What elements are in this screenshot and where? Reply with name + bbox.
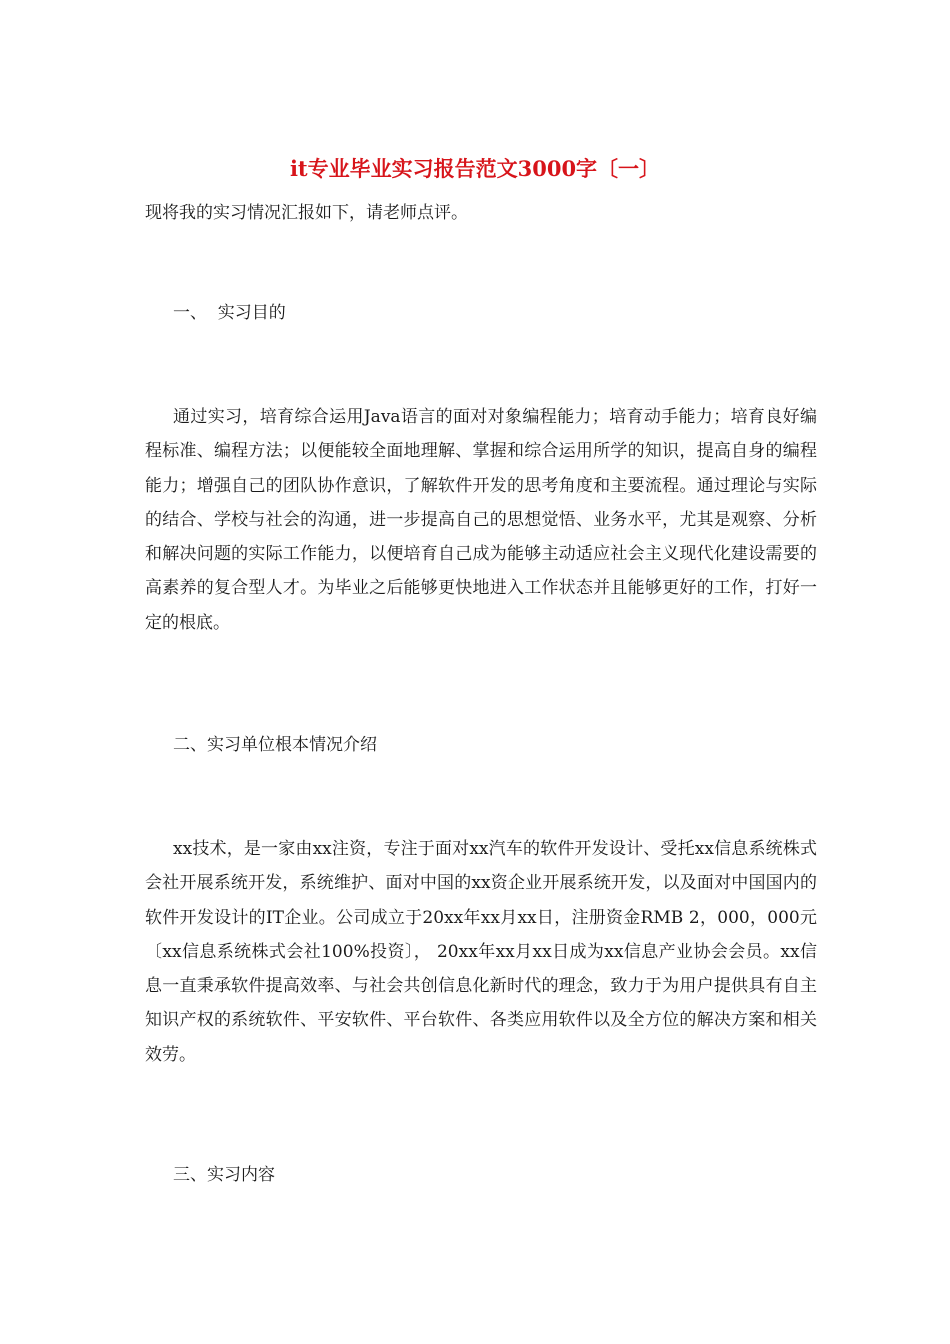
section-heading-content: 三、实习内容 [173, 1165, 275, 1185]
section-heading-purpose: 一、 实习目的 [173, 303, 286, 323]
document-title: it专业毕业实习报告范文3000字〔一〕 [289, 156, 661, 181]
section-body-purpose: 通过实习，培育综合运用Java语言的面对对象编程能力；培育动手能力；培育良好编程标准、编程方法；以便能较全面地理解、掌握和综合运用所学的知识，提高自身的编程能力；增强自己的团队协作意识，了解软件开发的思考角度和主要流程。通过理论与实际的结合、学校与社会的沟通，进一步提高自己的思想觉悟、业务水平，尤其是观察、分析和解决问题的实际工作能力，以便培育自己成为能够主动适应社会主义现代化建设需要的高素养的复合型人才。为毕业之后能够更快地进入工作状态并且能够更好的工作，打好一定的根底。 [145, 407, 817, 633]
section-heading-company: 二、实习单位根本情况介绍 [173, 735, 377, 755]
intro-paragraph: 现将我的实习情况汇报如下，请老师点评。 [145, 203, 468, 223]
section-body-company: xx技术，是一家由xx注资，专注于面对xx汽车的软件开发设计、受托xx信息系统株式会社开展系统开发，系统维护、面对中国的xx资企业开展系统开发，以及面对中国国内的软件开发设计的IT企业。公司成立于20xx年xx月xx日，注册资金RMB 2，000，000元 〔xx信息系统株式会社100%投资〕， 20xx年xx月xx日成为xx信息产业协会会员。xx信息一直秉承软件提高效率、与社会共创信息化新时代的理念，致力于为用户提供具有自主知识产权的系统软件、平安软件、平台软件、各类应用软件以及全方位的解决方案和相关效劳。 [145, 839, 817, 1065]
